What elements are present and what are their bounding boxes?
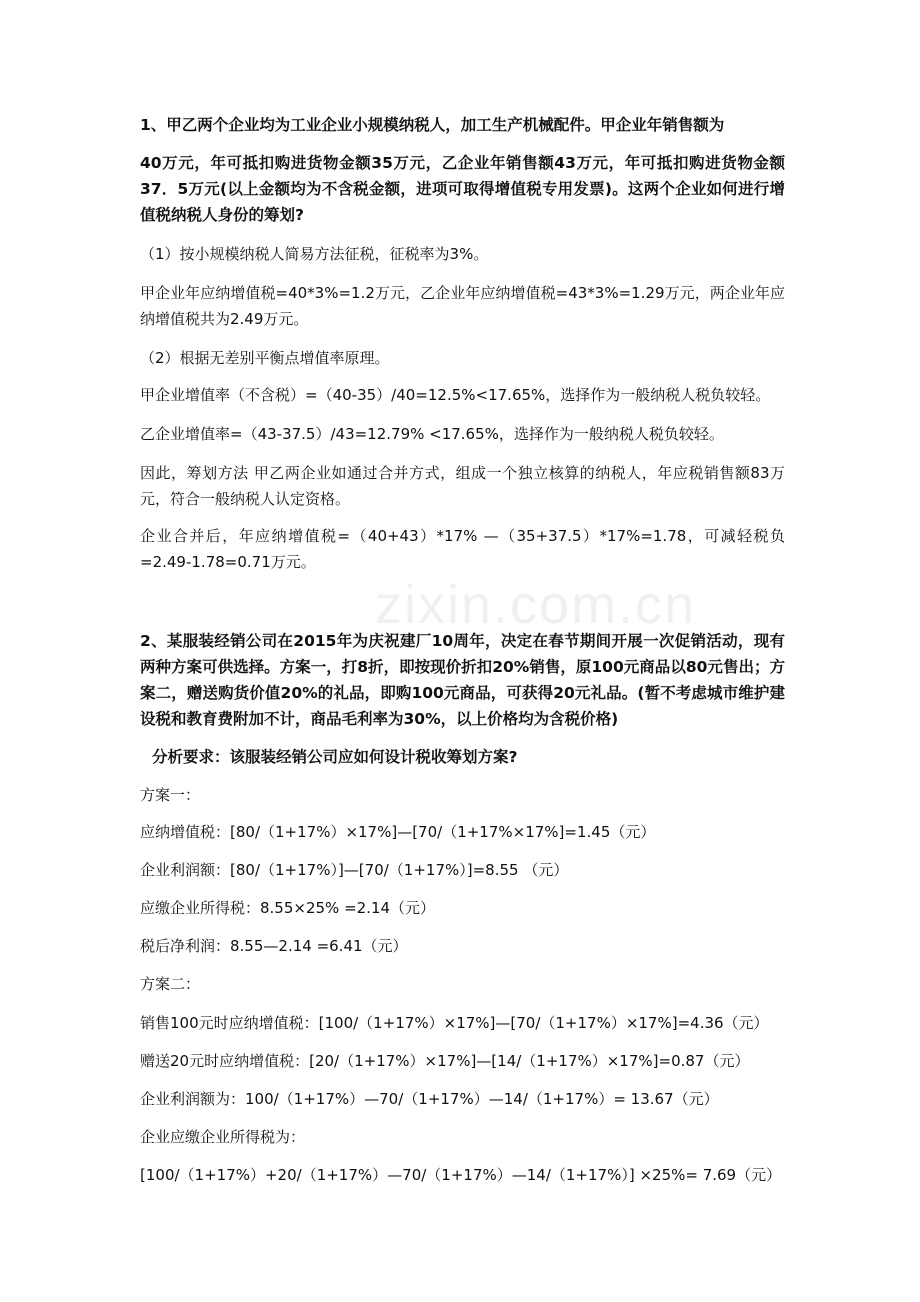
q1-yi-rate: 乙企业增值率=（43-37.5）/43=12.79% <17.65%，选择作为一般纳税人税负较轻。 bbox=[140, 425, 724, 443]
q1-jia-rate: 甲企业增值率（不含税）=（40-35）/40=12.5%<17.65%，选择作为一般纳税人税负较轻。 bbox=[140, 386, 771, 404]
q2-plan2-profit: 企业利润额为：100/（1+17%）—70/（1+17%）—14/（1+17%）= 13.67（元） bbox=[140, 1090, 719, 1108]
q2-plan2-income-tax-calc: [100/（1+17%）+20/（1+17%）—70/（1+17%）—14/（1+17%）] ×25%= 7.69（元） bbox=[140, 1166, 782, 1184]
q1-title-rest: 40万元，年可抵扣购进货物金额35万元，乙企业年销售额43万元，年可抵扣购进货物金额37．5万元(以上金额均为不含税金额，进项可取得增值税专用发票)。这两个企业如何进行增值税纳税人身份的筹划? bbox=[140, 154, 785, 224]
q2-plan2-label: 方案二： bbox=[140, 975, 201, 993]
q2-requirement: 分析要求：该服装经销公司应如何设计税收筹划方案? bbox=[152, 748, 518, 766]
q2-plan1-net: 税后净利润：8.55—2.14 =6.41（元） bbox=[140, 937, 408, 955]
q1-step1: （1）按小规模纳税人简易方法征税，征税率为3%。 bbox=[140, 245, 489, 263]
q1-conclusion: 因此，筹划方法 甲乙两企业如通过合并方式，组成一个独立核算的纳税人，年应税销售额83万元，符合一般纳税人认定资格。 bbox=[140, 464, 785, 508]
q2-plan2-vat-gift: 赠送20元时应纳增值税：[20/（1+17%）×17%]—[14/（1+17%）×17%]=0.87（元） bbox=[140, 1052, 750, 1070]
q2-plan2-income-tax-label: 企业应缴企业所得税为： bbox=[140, 1128, 306, 1146]
q2-plan1-income-tax: 应缴企业所得税：8.55×25% =2.14（元） bbox=[140, 899, 436, 917]
q2-plan1-label: 方案一： bbox=[140, 786, 201, 804]
q2-plan1-profit: 企业利润额：[80/（1+17%）]—[70/（1+17%）]=8.55 （元） bbox=[140, 861, 569, 879]
q1-title-line1: 1、甲乙两个企业均为工业企业小规模纳税人，加工生产机械配件。甲企业年销售额为 bbox=[140, 116, 725, 134]
q1-step1-calc: 甲企业年应纳增值税=40*3%=1.2万元，乙企业年应纳增值税=43*3%=1.29万元，两企业年应纳增值税共为2.49万元。 bbox=[140, 284, 785, 328]
q1-merged: 企业合并后，年应纳增值税=（40+43）*17% —（35+37.5）*17%=1.78，可减轻税负=2.49-1.78=0.71万元。 bbox=[140, 527, 785, 571]
watermark: zixin.com.cn bbox=[375, 575, 697, 635]
q2-plan1-vat: 应纳增值税：[80/（1+17%）×17%]—[70/（1+17%×17%]=1.45（元） bbox=[140, 823, 656, 841]
q1-step2: （2）根据无差别平衡点增值率原理。 bbox=[140, 349, 390, 367]
q2-plan2-vat-sale: 销售100元时应纳增值税：[100/（1+17%）×17%]—[70/（1+17%）×17%]=4.36（元） bbox=[140, 1014, 769, 1032]
q2-title: 2、某服装经销公司在2015年为庆祝建厂10周年，决定在春节期间开展一次促销活动，现有两种方案可供选择。方案一，打8折，即按现价折扣20%销售，原100元商品以80元售出；方案二，赠送购货价值20%的礼品，即购100元商品，可获得20元礼品。(暂不考虑城市维护建设税和教育费附加不计，商品毛利率为30%，以上价格均为含税价格) bbox=[140, 632, 785, 728]
